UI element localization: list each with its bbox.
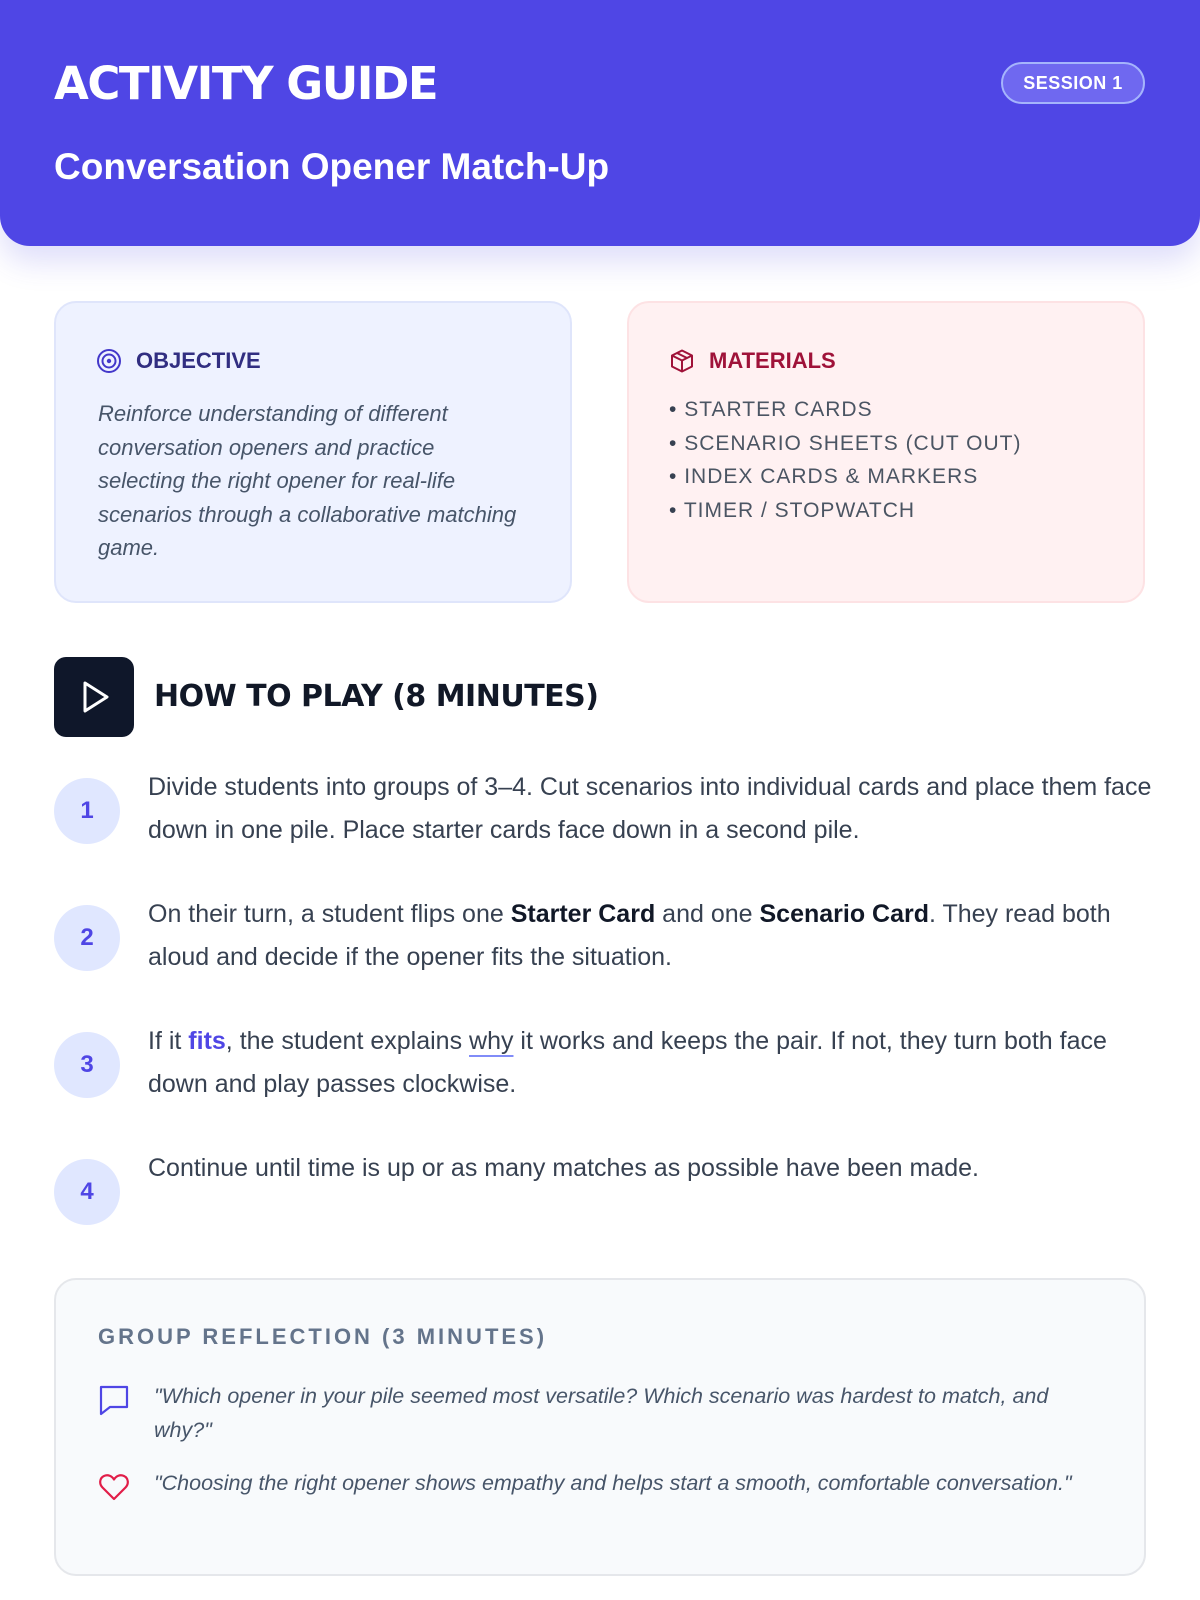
page-header bbox=[0, 0, 1200, 246]
step-number: 1 bbox=[54, 778, 120, 844]
box-icon bbox=[669, 348, 695, 374]
scenario-card-term: Scenario Card bbox=[759, 900, 929, 928]
why-underline: why bbox=[469, 1027, 514, 1055]
page-subtitle: Conversation Opener Match-Up bbox=[54, 146, 610, 187]
session-badge: SESSION 1 bbox=[1001, 62, 1145, 104]
reflection-quote-text: "Choosing the right opener shows empathy and helps start a smooth, comfortable conversation." bbox=[154, 1471, 1072, 1495]
materials-card bbox=[627, 301, 1145, 603]
reflection-card bbox=[54, 1278, 1146, 1576]
page-title: ACTIVITY GUIDE bbox=[54, 57, 438, 110]
materials-list bbox=[669, 393, 1022, 527]
reflection-title: GROUP REFLECTION (3 MINUTES) bbox=[98, 1324, 548, 1349]
step-text: Continue until time is up or as many matches as possible have been made. bbox=[148, 1154, 980, 1182]
objective-card bbox=[54, 301, 572, 603]
reflection-quote-text: "Which opener in your pile seemed most versatile? Which scenario was hardest to match, and why?" bbox=[154, 1384, 1049, 1442]
list-item: • TIMER / STOPWATCH bbox=[669, 494, 1022, 528]
step-number: 4 bbox=[54, 1159, 120, 1225]
list-item: • SCENARIO SHEETS (CUT OUT) bbox=[669, 427, 1022, 461]
step-number: 3 bbox=[54, 1032, 120, 1098]
list-item: • INDEX CARDS & MARKERS bbox=[669, 460, 1022, 494]
starter-card-term: Starter Card bbox=[510, 900, 656, 928]
step-number: 2 bbox=[54, 905, 120, 971]
objective-text: Reinforce understanding of different conversation openers and practice selecting the right opener for real-life scenarios through a collaborative matching game. bbox=[98, 401, 517, 560]
step-text: Divide students into groups of 3–4. Cut scenarios into individual cards and place them face down in one pile. Place starter cards face down in a second pile. bbox=[148, 773, 1152, 844]
play-icon bbox=[54, 657, 134, 737]
target-icon bbox=[96, 348, 122, 374]
heart-icon bbox=[98, 1471, 130, 1503]
step-text: If it fits, the student explains why it works and keeps the pair. If not, they turn both face down and play passes clockwise. bbox=[148, 1027, 1107, 1098]
list-item: • STARTER CARDS bbox=[669, 393, 1022, 427]
chat-bubble-icon bbox=[98, 1384, 130, 1416]
objective-label: OBJECTIVE bbox=[136, 348, 261, 373]
fits-highlight: fits bbox=[188, 1027, 226, 1055]
step-text: On their turn, a student flips one Starter Card and one Scenario Card. They read both aloud and decide if the opener fits the situation. bbox=[148, 900, 1111, 971]
materials-label: MATERIALS bbox=[709, 348, 836, 373]
how-to-play-title: HOW TO PLAY (8 MINUTES) bbox=[154, 679, 599, 714]
